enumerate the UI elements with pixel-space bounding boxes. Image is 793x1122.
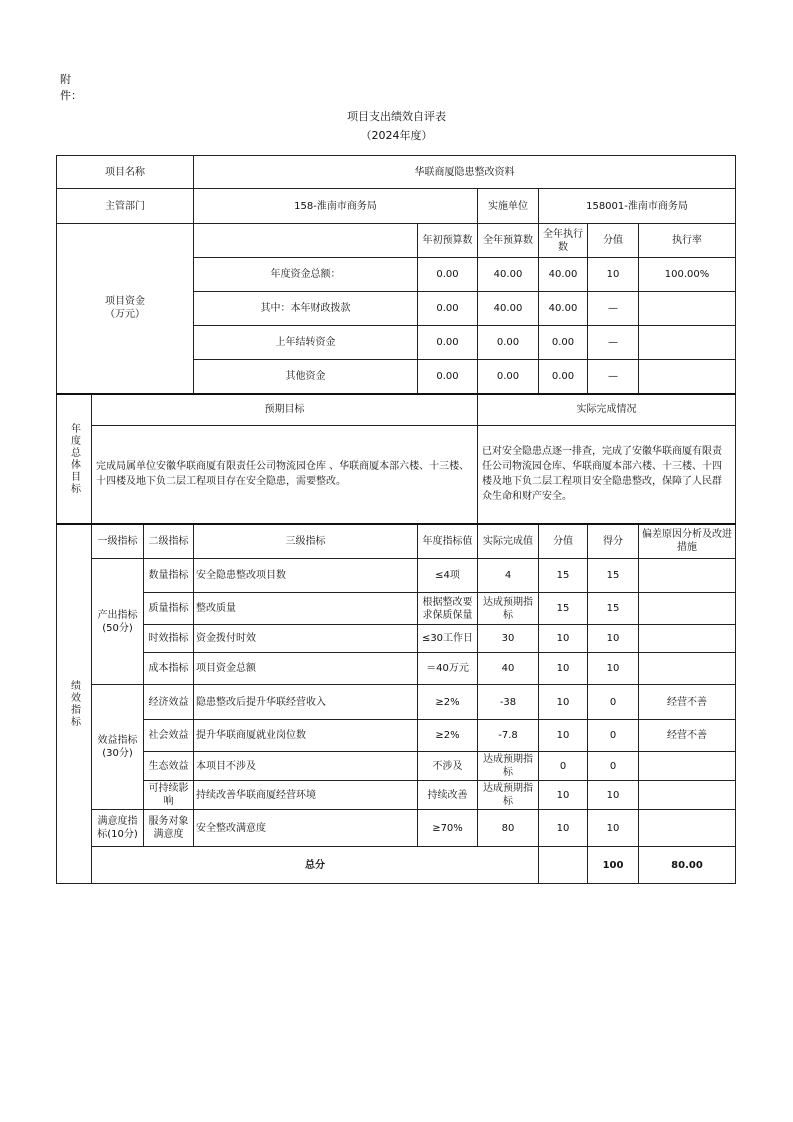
funds-cell: —	[588, 292, 639, 326]
target-value: ≥2%	[418, 685, 478, 720]
actual-value: -38	[478, 685, 539, 720]
indicator-header: 二级指标	[144, 524, 194, 559]
project-name-label: 项目名称	[57, 156, 194, 189]
score: 10	[588, 653, 639, 685]
performance-table	[56, 155, 736, 884]
l3-indicator: 安全整改满意度	[194, 810, 418, 847]
actual-value: 达成预期指标	[478, 781, 539, 810]
l3-indicator: 提升华联商厦就业岗位数	[194, 720, 418, 752]
l2-indicator: 服务对象满意度	[144, 810, 194, 847]
l3-indicator: 安全隐患整改项目数	[194, 559, 418, 593]
actual-value: -7.8	[478, 720, 539, 752]
score: 15	[588, 559, 639, 593]
l2-indicator: 经济效益	[144, 685, 194, 720]
project-name-value: 华联商厦隐患整改资料	[194, 156, 736, 189]
l2-indicator: 生态效益	[144, 752, 194, 781]
l3-indicator: 持续改善华联商厦经营环境	[194, 781, 418, 810]
indicator-group-output: 产出指标 (50分)	[92, 559, 144, 685]
attachment-label: 附 件：	[60, 73, 82, 102]
l2-indicator: 成本指标	[144, 653, 194, 685]
indicator-header: 实际完成值	[478, 524, 539, 559]
impl-unit-label: 实施单位	[478, 189, 539, 224]
year-subtitle: （2024年度）	[360, 129, 433, 142]
deviation-reason	[639, 625, 736, 653]
funds-cell	[639, 292, 736, 326]
funds-cell: 0.00	[418, 326, 478, 360]
score: 10	[588, 810, 639, 847]
l2-indicator: 时效指标	[144, 625, 194, 653]
total-score-value: 100	[588, 847, 639, 884]
funds-cell: 40.00	[539, 258, 588, 292]
funds-cell: 0.00	[539, 360, 588, 394]
funds-cell: 0.00	[418, 258, 478, 292]
deviation-reason	[639, 781, 736, 810]
score-value: 10	[539, 810, 588, 847]
indicator-header: 得分	[588, 524, 639, 559]
dept-label: 主管部门	[57, 189, 194, 224]
target-value: 持续改善	[418, 781, 478, 810]
impl-unit-value: 158001-淮南市商务局	[539, 189, 736, 224]
l3-indicator: 本项目不涉及	[194, 752, 418, 781]
expected-goal-header: 预期目标	[92, 394, 478, 426]
funds-cell: 100.00%	[639, 258, 736, 292]
total-label: 总分	[92, 847, 539, 884]
funds-header-blank	[194, 224, 418, 258]
l2-indicator: 社会效益	[144, 720, 194, 752]
total-blank	[539, 847, 588, 884]
funds-row-name: 上年结转资金	[194, 326, 418, 360]
actual-value: 达成预期指标	[478, 593, 539, 625]
target-value: ≤30工作日	[418, 625, 478, 653]
l2-indicator: 数量指标	[144, 559, 194, 593]
score: 15	[588, 593, 639, 625]
actual-value: 40	[478, 653, 539, 685]
funds-header-cell: 全年执行数	[539, 224, 588, 258]
annual-goal-label-text: 年度总体目标	[68, 422, 80, 495]
score-value: 10	[539, 625, 588, 653]
actual-value: 4	[478, 559, 539, 593]
target-value: 根据整改要求保质保量	[418, 593, 478, 625]
annual-goal-label	[57, 394, 92, 524]
score-value: 10	[539, 720, 588, 752]
target-value: ＝40万元	[418, 653, 478, 685]
deviation-reason	[639, 653, 736, 685]
deviation-reason	[639, 752, 736, 781]
score-value: 10	[539, 685, 588, 720]
actual-value: 30	[478, 625, 539, 653]
l3-indicator: 项目资金总额	[194, 653, 418, 685]
score: 10	[588, 625, 639, 653]
score-value: 15	[539, 593, 588, 625]
funds-cell: 40.00	[539, 292, 588, 326]
deviation-reason	[639, 559, 736, 593]
funds-cell: 0.00	[478, 360, 539, 394]
target-value: ≤4项	[418, 559, 478, 593]
indicator-group-satisfaction: 满意度指标(10分)	[92, 810, 144, 847]
l2-indicator: 质量指标	[144, 593, 194, 625]
indicator-header: 三级指标	[194, 524, 418, 559]
dept-value: 158-淮南市商务局	[194, 189, 478, 224]
score-value: 0	[539, 752, 588, 781]
funds-cell: 0.00	[418, 292, 478, 326]
funds-cell: 0.00	[418, 360, 478, 394]
score: 0	[588, 685, 639, 720]
funds-cell: 0.00	[539, 326, 588, 360]
expected-goal-text: 完成局属单位安徽华联商厦有限责任公司物流园仓库 、华联商厦本部六楼、十三楼、十四楼及地下负二层工程项目存在安全隐患，需要整改。	[92, 426, 478, 524]
score: 10	[588, 781, 639, 810]
target-value: ≥2%	[418, 720, 478, 752]
target-value: ≥70%	[418, 810, 478, 847]
score-value: 15	[539, 559, 588, 593]
funds-row-name: 其中：本年财政拨款	[194, 292, 418, 326]
funds-cell: 40.00	[478, 258, 539, 292]
funds-cell	[639, 360, 736, 394]
l3-indicator: 资金拨付时效	[194, 625, 418, 653]
deviation-reason	[639, 593, 736, 625]
actual-result-header: 实际完成情况	[478, 394, 736, 426]
indicator-group-benefit: 效益指标 (30分)	[92, 685, 144, 810]
funds-row-name: 其他资金	[194, 360, 418, 394]
funds-header-cell: 执行率	[639, 224, 736, 258]
score: 0	[588, 752, 639, 781]
l3-indicator: 整改质量	[194, 593, 418, 625]
indicators-label	[57, 524, 92, 884]
funds-cell: 0.00	[478, 326, 539, 360]
target-value: 不涉及	[418, 752, 478, 781]
deviation-reason	[639, 810, 736, 847]
page-title: 项目支出绩效自评表	[347, 110, 446, 123]
score-value: 10	[539, 781, 588, 810]
deviation-reason: 经营不善	[639, 720, 736, 752]
l3-indicator: 隐患整改后提升华联经营收入	[194, 685, 418, 720]
actual-result-text: 已对安全隐患点逐一排查，完成了安徽华联商厦有限责任公司物流园仓库、华联商厦本部六楼、十三楼、十四楼及地下负二层工程项目安全隐患整改，保障了人民群众生命和财产安全。	[478, 426, 736, 524]
actual-value: 达成预期指标	[478, 752, 539, 781]
funds-row-name: 年度资金总额：	[194, 258, 418, 292]
score: 0	[588, 720, 639, 752]
funds-header-cell: 分值	[588, 224, 639, 258]
indicator-header: 偏差原因分析及改进措施	[639, 524, 736, 559]
funds-header-cell: 全年预算数	[478, 224, 539, 258]
funds-cell: 10	[588, 258, 639, 292]
funds-label: 项目资金 （万元）	[57, 224, 194, 394]
total-score: 80.00	[639, 847, 736, 884]
funds-cell: 40.00	[478, 292, 539, 326]
indicator-header: 年度指标值	[418, 524, 478, 559]
indicator-header: 分值	[539, 524, 588, 559]
actual-value: 80	[478, 810, 539, 847]
funds-cell	[639, 326, 736, 360]
funds-header-cell: 年初预算数	[418, 224, 478, 258]
l2-indicator: 可持续影响	[144, 781, 194, 810]
indicators-label-text: 绩效指标	[68, 679, 80, 728]
funds-cell: —	[588, 326, 639, 360]
funds-cell: —	[588, 360, 639, 394]
indicator-header: 一级指标	[92, 524, 144, 559]
score-value: 10	[539, 653, 588, 685]
deviation-reason: 经营不善	[639, 685, 736, 720]
